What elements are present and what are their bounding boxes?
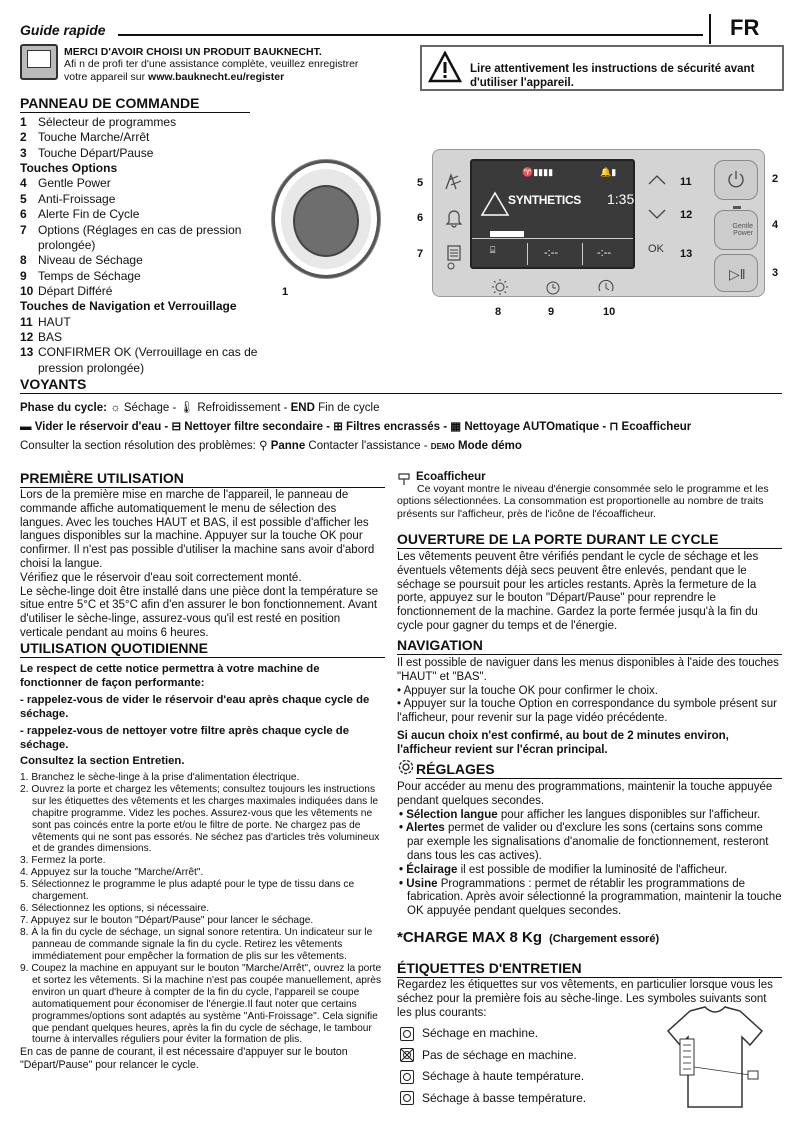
legend-item (20, 115, 270, 130)
step-item: 4. Appuyez sur la touche "Marche/Arrêt". (20, 867, 204, 879)
legend-number: 6 (20, 207, 27, 222)
drying-time-button-icon[interactable] (544, 278, 562, 296)
daily-use-body (20, 663, 382, 1071)
care-symbol-row (400, 1023, 650, 1045)
legend-text: Anti-Froissage (38, 191, 116, 206)
legend-text: Options (Réglages en cas de pression (38, 222, 242, 237)
settings-body (397, 781, 782, 919)
cycle-phase-label: Phase du cycle: (20, 402, 107, 414)
gentle-power-led (733, 206, 741, 209)
legend-number: 5 (20, 191, 27, 206)
lcd-display (470, 159, 635, 269)
fault-label: Panne (270, 440, 306, 452)
callout-2: 2 (772, 173, 779, 185)
step-item: 5. Sélectionnez le programme le plus adapté pour le type de tissu dans ce chargement. (20, 879, 355, 903)
callout-7: 7 (417, 248, 424, 260)
intro-thanks: MERCI D'AVOIR CHOISI UN PRODUIT BAUKNECHT. (64, 46, 322, 58)
nav-heading: Touches de Navigation et Verrouillage (20, 299, 237, 314)
legend-number: 3 (20, 145, 27, 160)
callout-10: 10 (603, 306, 616, 318)
legend-text: HAUT (38, 314, 71, 329)
first-use-title: PREMIÈRE UTILISATION (20, 470, 385, 488)
legend-text: Départ Différé (38, 283, 113, 298)
eco-title: Ecoafficheur (416, 471, 486, 483)
end-code: END (290, 402, 315, 414)
care-labels-title: ÉTIQUETTES D'ENTRETIEN (397, 960, 782, 978)
navigation-bullet-1: • Appuyer sur la touche OK pour confirmer le choix. (397, 684, 658, 697)
legend-text: Temps de Séchage (38, 268, 141, 283)
dryness-level-icon: ⌸ (490, 245, 496, 255)
callout-12: 12 (680, 209, 693, 221)
care-labels-text: Regardez les étiquettes sur vos vêtements, en particulier lorsque vous les séchez pour la première fois au sèche-linge. Les symboles suivants sont les plus courants: (397, 979, 773, 1019)
warning-icon (428, 51, 462, 83)
daily-steps (20, 772, 382, 1047)
clogged-filter-icon: ⊞ (333, 421, 343, 433)
step-item: 1. Branchez le sèche-linge à la prise d'alimentation électrique. (20, 771, 300, 783)
settings-item: • Sélection langue pour afficher les langues disponibles sur l'afficheur. (399, 808, 761, 821)
panel-legend (20, 115, 270, 376)
legend-text: BAS (38, 330, 63, 345)
program-selector-knob[interactable] (272, 160, 380, 278)
settings-text: Pour accéder au menu des programmations, maintenir la touche appuyée pendant quelques secondes. (397, 781, 773, 807)
legend-number: 11 (20, 314, 33, 329)
settings-title: RÉGLAGES (416, 761, 782, 779)
navigation-title: NAVIGATION (397, 637, 782, 655)
door-title: OUVERTURE DE LA PORTE DURANT LE CYCLE (397, 531, 782, 549)
voyants-line-3 (20, 439, 790, 453)
bell-lock-icon: 🔔▮ (600, 167, 617, 177)
navigation-body (397, 657, 782, 758)
callout-4: 4 (772, 219, 779, 231)
display-dash-1: -:-- (544, 247, 559, 259)
charge-max (397, 929, 659, 947)
navigation-text: Il est possible de naviguer dans les menus disponibles à l'aide des touches "HAUT" et "BAS". (397, 657, 779, 683)
legend-item (20, 207, 270, 222)
display-cursor (490, 231, 524, 237)
care-symbols-list (400, 1023, 650, 1109)
callout-1: 1 (282, 286, 289, 298)
legend-text: Alerte Fin de Cycle (38, 207, 140, 222)
legend-number: 2 (20, 130, 27, 145)
water-tank-icon: ▬ (20, 421, 32, 433)
voyants-line-2 (20, 420, 790, 434)
fault-icon: ⚲ (259, 440, 268, 452)
legend-item (20, 223, 270, 238)
legend-item (20, 253, 270, 268)
play-pause-icon: ▷‖ (729, 266, 746, 282)
legend-item (20, 284, 270, 299)
step-item: 8. À la fin du cycle de séchage, un signal sonore retentira. Un indicateur sur le panneau de commande signale la fin du cycle. Retirez les vêtements immédiatement pour empêcher la formation de plis sur les vêtements. (20, 927, 373, 962)
language-code: FR (730, 15, 760, 40)
warning-box (420, 45, 784, 91)
legend-number: 12 (20, 330, 34, 345)
header-rule (118, 34, 703, 36)
eco-text: Ecoafficheur (618, 421, 692, 433)
legend-number: 13 (20, 345, 34, 360)
legend-number: 10 (20, 283, 34, 298)
care-symbol-label: Pas de séchage en machine. (422, 1047, 577, 1062)
voyants-line-1 (20, 401, 790, 415)
auto-clean-text: Nettoyage AUTOmatique - (461, 421, 610, 433)
legend-item (20, 345, 270, 360)
legend-number: 1 (20, 115, 27, 129)
legend-text: CONFIRMER OK (Verrouillage en cas de (38, 345, 258, 360)
drying-text: Séchage - (120, 402, 180, 414)
step-item: 9. Coupez la machine en appuyant sur le bouton "Marche/Arrêt", ouvrez la porte et sortez les vêtements. Si la machine n'est pas coupée manuellement, après environ un quart d'heure à compter de la fin du cycle, l'appareil se coupe automatiquement pour économiser de l'énergie.Il faut noter que certains programmes/options sont adaptés au système "Anti-Froissage". Cela signifie que pendant quelques heures, après la fin du cycle de séchage, le tambour tourne à intervalles réguliers pour éviter la formation de plis. (20, 962, 382, 1046)
first-use-body (20, 489, 382, 641)
care-symbol-label: Séchage à basse température. (422, 1090, 587, 1105)
eco-icon: ⊓ (609, 421, 619, 433)
warning-text: Lire attentivement les instructions de sécurité avant d'utiliser l'appareil. (470, 63, 755, 90)
legend-text: Niveau de Séchage (38, 253, 143, 268)
settings-value: pour afficher les langues disponibles sur l'afficheur. (497, 808, 761, 821)
settings-item: • Usine Programmations : permet de rétablir les programmations de fabrication. Après avoir sélectionné la programmation, maintenir la touche OK appuyée pendant quelques secondes. (399, 877, 782, 918)
settings-list (397, 809, 782, 919)
dryness-level-button-icon[interactable] (491, 278, 509, 296)
legend-number: 8 (20, 253, 27, 268)
settings-value: permet de valider ou d'exclure les sons (certains sons comme par exemple les signalisations d'anomalie de fonctionnement, resteront dans tous les cas actives). (407, 822, 769, 862)
first-use-text-2: Vérifiez que le réservoir d'eau soit correctement monté. (20, 571, 302, 584)
legend-item (20, 176, 270, 191)
legend-text: pression prolongée) (38, 360, 145, 375)
settings-key: Alertes (405, 822, 445, 835)
contact-text: Contacter l'assistance - (305, 440, 431, 452)
header-divider (709, 14, 711, 44)
legend-text: Touche Marche/Arrêt (38, 130, 150, 145)
legend-text: Sélecteur de programmes (38, 115, 177, 129)
end-text: Fin de cycle (314, 402, 380, 414)
power-button[interactable] (714, 160, 758, 200)
first-use-text-1: Lors de la première mise en marche de l'appareil, le panneau de commande affiche automatiquement le menu de sélection des langues. Avec les touches HAUT et BAS, il est possible d'afficher les langues disponibles sur la machine. Appuyer sur la touche OK pour confirmer. Il n'est pas possible d'utiliser la machine sans avoir d'abord choisi la langue. (20, 489, 375, 570)
legend-item (20, 361, 270, 376)
tumble-dry-icon (400, 1048, 414, 1062)
troubleshoot-text: Consulter la section résolution des problèmes: (20, 440, 260, 452)
intro-line2: Afi n de profi ter d'une assistance complète, veuillez enregistrer (64, 58, 359, 71)
legend-text: Gentle Power (38, 176, 111, 191)
tshirt-care-label-illustration (660, 1003, 770, 1113)
daily-filter-reminder: - rappelez-vous de nettoyer votre filtre après chaque cycle de séchage. (20, 725, 349, 751)
door-text: Les vêtements peuvent être vérifiés pendant le cycle de séchage et les éventuels vêtements déjà secs peuvent être enlevés, pendant que le séchage se poursuit pour les articles restants. Après la fermeture de la porte, appuyez sur le bouton "Départ/Pause" pour reprendre le fonctionnement de la machine. Gardez la porte fermée jusqu'à la fin du cycle pour gagner du temps et de l'énergie. (397, 551, 759, 632)
legend-item (20, 192, 270, 207)
care-symbol-row (400, 1045, 650, 1067)
settings-item: • Alertes permet de valider ou d'exclure les sons (certains sons comme par exemple les signalisations d'anomalie de fonctionnement, resteront dans tous les cas actives). (399, 822, 769, 862)
gentle-power-label: Gentle Power (732, 223, 753, 237)
daily-tank-reminder: - rappelez-vous de vider le réservoir d'eau après chaque cycle de séchage. (20, 694, 370, 720)
intro-text (64, 46, 414, 83)
daily-maintenance-ref: Consultez la section Entretien. (20, 755, 185, 768)
legend-item (20, 146, 270, 161)
legend-text: Touche Départ/Pause (38, 145, 154, 160)
charge-max-value: *CHARGE MAX 8 Kg (397, 929, 543, 946)
anti-crease-icon[interactable] (443, 172, 465, 192)
charge-note: (Chargement essoré) (549, 933, 660, 945)
settings-key: Éclairage (406, 863, 458, 876)
callout-8: 8 (495, 306, 502, 318)
callout-3: 3 (772, 267, 779, 279)
up-arrow-button[interactable] (647, 174, 667, 186)
step-item: 7. Appuyez sur le bouton "Départ/Pause" pour lancer le séchage. (20, 915, 314, 927)
legend-item (20, 330, 270, 345)
auto-clean-icon: ▦ (450, 421, 462, 433)
tumble-dry-icon (400, 1091, 414, 1105)
panel-title: PANNEAU DE COMMANDE (20, 95, 250, 113)
daily-use-title: UTILISATION QUOTIDIENNE (20, 640, 385, 658)
settings-value: Programmations : permet de rétablir les programmations de fabrication. Après avoir sélectionné la programmation, maintenir la touche OK appuyée pendant quelques secondes. (407, 877, 782, 918)
guide-title: Guide rapide (20, 22, 106, 38)
callout-9: 9 (548, 306, 555, 318)
settings-gear-icon (397, 758, 415, 776)
cooling-text: Refroidissement - (194, 402, 291, 414)
navigation-timeout: Si aucun choix n'est confirmé, au bout de 2 minutes environ, l'afficheur revient sur l'écran principal. (397, 729, 729, 756)
demo-text: Mode démo (454, 440, 522, 452)
step-item: 2. Ouvrez la porte et chargez les vêtements; consultez toujours les instructions sur les étiquettes des vêtements et les charges maximales indiquées dans le chapitre programme. Videz les poches. Assurez-vous que les vêtements ne sont pas coincés entre la porte et/ou le filtre de porte. Ne chargez pas de vêtements qui ne sont pas essorés. Ne séchez pas d'articles très volumineux et de grandes dimensions. (20, 783, 380, 855)
register-icon (20, 44, 58, 80)
care-symbol-label: Séchage à haute température. (422, 1069, 585, 1084)
display-time: 1:35 (607, 191, 635, 207)
demo-code: DEMO (430, 442, 455, 451)
empty-tank-text: Vider le réservoir d'eau - (31, 421, 172, 433)
tumble-dry-icon (400, 1070, 414, 1084)
register-link[interactable]: www.bauknecht.eu/register (148, 70, 285, 83)
settings-item: • Éclairage il est possible de modifier la luminosité de l'afficheur. (399, 863, 728, 876)
options-heading: Touches Options (20, 161, 118, 176)
callout-11: 11 (680, 176, 692, 188)
tumble-dry-icon (400, 1027, 414, 1041)
control-panel (432, 149, 765, 297)
care-symbol-label: Séchage en machine. (422, 1026, 539, 1041)
navigation-bullet-2: • Appuyer sur la touche Option en correspondance du symbole présent sur l'afficheur, pour revenir sur la page vidéo précédente. (397, 698, 777, 725)
callout-5: 5 (417, 177, 424, 189)
start-pause-button[interactable] (714, 254, 758, 292)
legend-item (20, 269, 270, 284)
secondary-filter-text: Nettoyer filtre secondaire - (181, 421, 334, 433)
settings-key: Usine (406, 877, 438, 890)
legend-number: 4 (20, 176, 27, 191)
down-arrow-button[interactable] (647, 208, 667, 220)
delay-start-button-icon[interactable] (597, 278, 615, 296)
legend-number: 9 (20, 268, 27, 283)
end-cycle-alert-icon[interactable] (445, 208, 463, 228)
program-icon (480, 189, 510, 219)
display-dash-2: -:-- (597, 247, 612, 259)
care-symbol-row (400, 1066, 650, 1088)
legend-item (20, 238, 270, 253)
drying-icon: ☼ (110, 402, 121, 414)
display-program: SYNTHETICS (508, 193, 582, 207)
secondary-filter-icon: ⊟ (171, 421, 182, 433)
voyants-title: VOYANTS (20, 376, 782, 394)
step-item: 3. Fermez la porte. (20, 855, 106, 867)
daily-intro: Le respect de cette notice permettra à votre machine de fonctionner de façon performante: (20, 663, 320, 689)
legend-number: 7 (20, 222, 27, 237)
settings-key: Sélection langue (406, 808, 498, 821)
ok-button[interactable]: OK (648, 243, 664, 255)
power-failure-note: En cas de panne de courant, il est nécessaire d'appuyer sur le bouton "Départ/Pause" pour relancer le cycle. (20, 1046, 348, 1071)
legend-item (20, 130, 270, 145)
step-item: 6. Sélectionnez les options, si nécessaire. (20, 903, 210, 915)
first-use-text-3: Le sèche-linge doit être installé dans une pièce dont la température se situe entre 5°C et 35°C afin d'en assurer le bon fonctionnement. Avant d'utiliser le sèche-linge, assurez-vous qu'il est resté en position verticale pendant au moins 6 heures. (20, 585, 379, 639)
care-symbol-row (400, 1088, 650, 1110)
callout-6: 6 (417, 212, 424, 224)
gentle-power-button[interactable] (714, 210, 758, 250)
intro-line3: votre appareil sur (64, 70, 149, 83)
clogged-filter-text: Filtres encrassés - (342, 421, 451, 433)
cooling-icon: 🌡 (179, 402, 195, 414)
power-icon (727, 170, 745, 188)
callout-13: 13 (680, 248, 693, 260)
eco-text: Ce voyant montre le niveau d'énergie consommée selo le programme et les options sélectionnées. La consommation est proportionelle au nombre de traits présents sur l'afficheur, près de l'icône de l'écoafficheur. (397, 483, 769, 520)
energy-bars-icon: ♈▮▮▮▮ (522, 167, 554, 177)
legend-item (20, 315, 270, 330)
legend-text: prolongée) (38, 237, 96, 252)
options-icon[interactable] (444, 245, 464, 271)
settings-value: il est possible de modifier la luminosité de l'afficheur. (457, 863, 728, 876)
